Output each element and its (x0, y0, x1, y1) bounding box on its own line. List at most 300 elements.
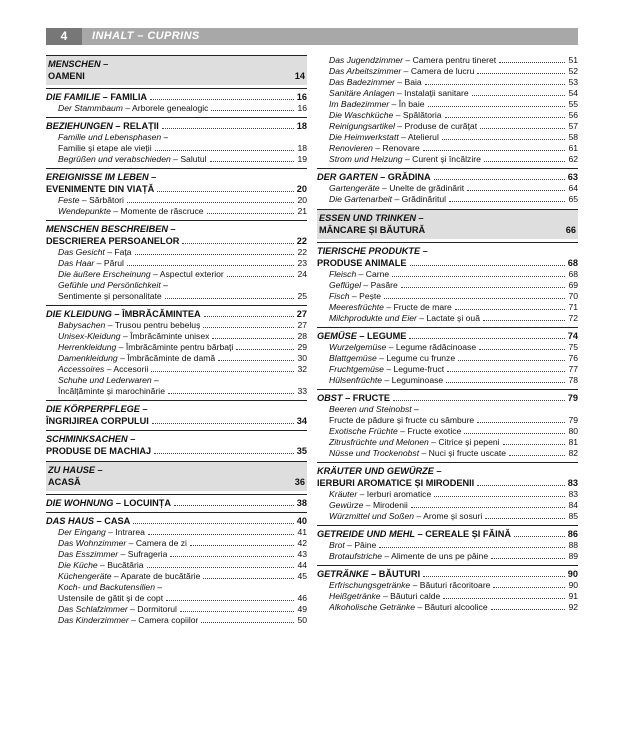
toc-entry[interactable] (46, 604, 307, 615)
entry-romanian: – Carne (356, 269, 390, 279)
toc-line-text (58, 386, 165, 397)
toc-entry[interactable] (317, 291, 578, 302)
toc-line (58, 386, 307, 397)
toc-line (58, 342, 307, 353)
section-title-german: BEZIEHUNGEN (46, 121, 113, 131)
toc-line (58, 320, 307, 331)
dot-leader (423, 150, 565, 151)
section-title-romanian: – GRĂDINA (377, 172, 431, 182)
dot-leader (210, 161, 294, 162)
toc-entry[interactable] (46, 353, 307, 364)
toc-line (58, 154, 307, 165)
entry-german: Die Gartenarbeit (329, 194, 393, 204)
page-ref: 58 (568, 132, 578, 142)
toc-entry[interactable] (317, 132, 578, 143)
toc-line-text (58, 560, 144, 571)
toc-entry[interactable] (46, 549, 307, 560)
toc-line-text (329, 580, 490, 591)
page-ref: 49 (297, 604, 307, 614)
entry-romanian: – Îmbrăcăminte pentru bărbați (116, 342, 234, 352)
section-title-german: EREIGNISSE IM LEBEN – (46, 172, 157, 182)
toc-entry[interactable] (317, 194, 578, 205)
dot-leader (162, 128, 294, 129)
toc-line-text (58, 103, 208, 114)
toc-line (329, 540, 578, 551)
toc-entry[interactable] (46, 154, 307, 165)
toc-line-text (46, 433, 135, 445)
entry-german: Nüsse und Trockenobst (329, 448, 420, 458)
entry-romanian: – Intrarea (105, 527, 145, 537)
entry-romanian: – Îmbrăcăminte de damă (117, 353, 216, 363)
entry-romanian: – Băuturi alcoolice (414, 602, 488, 612)
dot-leader (218, 360, 294, 361)
toc-entry[interactable] (46, 331, 307, 342)
toc-entry[interactable] (46, 615, 307, 626)
chapter-line-2 (48, 476, 305, 488)
toc-chapter-heading[interactable] (46, 55, 307, 85)
page-ref: 25 (297, 291, 307, 301)
entry-romanian: – Părul (94, 258, 124, 268)
entry-romanian: – Dormitorul (127, 604, 177, 614)
toc-entry[interactable] (46, 560, 307, 571)
entry-german: Feste (58, 195, 80, 205)
chapter-title-german: ZU HAUSE – (48, 465, 103, 475)
entry-romanian: – Produse de curățat (394, 121, 478, 131)
toc-line (329, 55, 578, 66)
toc-entry[interactable] (317, 375, 578, 386)
entry-german: Erfrischungsgetränke (329, 580, 411, 590)
toc-entry[interactable] (317, 551, 578, 562)
entry-german: Hülsenfrüchte (329, 375, 383, 385)
toc-section-heading[interactable] (46, 494, 307, 509)
toc-line (58, 582, 307, 593)
toc-entry[interactable] (317, 602, 578, 613)
chapter-title-german: MENSCHEN – (48, 59, 109, 69)
page-ref: 19 (297, 154, 307, 164)
page-ref: 29 (297, 342, 307, 352)
toc-entry[interactable] (317, 313, 578, 324)
dot-leader (155, 150, 294, 151)
toc-entry[interactable] (317, 500, 578, 511)
toc-entry[interactable] (317, 540, 578, 551)
toc-section-heading[interactable] (46, 117, 307, 132)
page-ref: 62 (568, 154, 578, 164)
toc-entry[interactable] (46, 364, 307, 375)
toc-line (58, 615, 307, 626)
section-title-romanian: – CEREALE ȘI FĂINĂ (415, 529, 511, 539)
entry-german: Fruchtgemüse (329, 364, 384, 374)
toc-section-heading[interactable] (46, 168, 307, 195)
toc-section-heading[interactable] (317, 327, 578, 342)
dot-leader (455, 309, 565, 310)
toc-line (317, 477, 578, 489)
section-title-romanian: – LEGUME (356, 331, 407, 341)
toc-entry[interactable] (317, 55, 578, 66)
entry-german: Alkoholische Getränke (329, 602, 415, 612)
dot-leader (133, 523, 294, 524)
toc-line (58, 364, 307, 375)
toc-entry[interactable] (317, 77, 578, 88)
toc-line (58, 604, 307, 615)
entry-german: Das Arbeitszimmer (329, 66, 402, 76)
toc-line (46, 433, 307, 445)
page-ref: 16 (297, 103, 307, 113)
entry-german: Brot (329, 540, 345, 550)
section-title-german: DIE KLEIDUNG (46, 309, 112, 319)
toc-line-text (46, 445, 151, 457)
toc-entry[interactable] (317, 110, 578, 121)
page-ref: 70 (568, 291, 578, 301)
page-ref: 90 (567, 569, 578, 579)
toc-line (317, 465, 578, 477)
toc-section-heading[interactable] (317, 565, 578, 580)
page-ref: 18 (296, 121, 307, 131)
toc-line (329, 426, 578, 437)
toc-line-text (58, 331, 209, 342)
page-number: 4 (46, 28, 82, 45)
dot-leader (442, 139, 565, 140)
entry-romanian: – Baia (394, 77, 422, 87)
toc-entry[interactable] (317, 404, 578, 426)
dot-leader (227, 276, 294, 277)
toc-line (46, 235, 307, 247)
toc-line-text (46, 415, 149, 427)
toc-line-text (58, 143, 152, 154)
section-title-german: DIE FAMILIE (46, 92, 101, 102)
toc-entry[interactable] (46, 375, 307, 397)
chapter-line-1 (48, 464, 305, 476)
dot-leader (190, 545, 294, 546)
toc-entry[interactable] (46, 103, 307, 114)
toc-entry[interactable] (46, 582, 307, 604)
toc-line-text (58, 342, 233, 353)
section-title-romanian: IERBURI AROMATICE ȘI MIRODENII (317, 478, 475, 488)
dot-leader (182, 243, 294, 244)
toc-entry[interactable] (317, 183, 578, 194)
section-title-romanian: PRODUSE ANIMALE (317, 258, 407, 268)
toc-entry[interactable] (317, 154, 578, 165)
entry-romanian: – Fructe exotice (397, 426, 462, 436)
page-ref: 68 (568, 269, 578, 279)
toc-entry[interactable] (46, 247, 307, 258)
toc-line-text (58, 538, 187, 549)
section-title-german: GETRÄNKE (317, 569, 369, 579)
entry-romanian: Sentimente și personalitate (58, 291, 162, 301)
toc-entry[interactable] (46, 206, 307, 217)
section-title-romanian: – RELAȚII (112, 121, 159, 131)
entry-german: Blattgemüse (329, 353, 377, 363)
dot-leader (491, 558, 565, 559)
entry-german: Geflügel (329, 280, 362, 290)
toc-section-heading[interactable] (317, 168, 578, 183)
entry-romanian: – Curent și încălzire (402, 154, 481, 164)
toc-line-text (46, 403, 148, 415)
toc-line-text (329, 280, 398, 291)
dot-leader (467, 190, 565, 191)
chapter-title-german: ESSEN UND TRINKEN – (319, 213, 424, 223)
entry-german: Im Badezimmer (329, 99, 390, 109)
toc-line (317, 528, 578, 540)
toc-line (329, 437, 578, 448)
entry-german: Das Jugendzimmer (329, 55, 404, 65)
page-ref: 30 (297, 353, 307, 363)
toc-line-text (317, 465, 442, 477)
toc-entry[interactable] (317, 121, 578, 132)
toc-line (58, 331, 307, 342)
page-ref: 45 (297, 571, 307, 581)
section-title-german: MENSCHEN BESCHREIBEN – (46, 224, 176, 234)
dot-leader (392, 276, 565, 277)
dot-leader (479, 349, 565, 350)
entry-german: Zitrusfrüchte und Melonen (329, 437, 429, 447)
toc-line-text (46, 515, 130, 527)
toc-entry[interactable] (317, 143, 578, 154)
page-ref: 74 (567, 331, 578, 341)
toc-line (317, 330, 578, 342)
toc-entry[interactable] (46, 538, 307, 549)
entry-romanian: – Pește (349, 291, 382, 301)
page-ref: 68 (567, 258, 578, 268)
toc-line-text (329, 591, 440, 602)
dot-leader (168, 393, 294, 394)
toc-entry[interactable] (46, 571, 307, 582)
entry-romanian: – Sărbători (79, 195, 124, 205)
toc-entry[interactable] (46, 195, 307, 206)
page-ref: 66 (565, 225, 576, 235)
entry-german: Brotaufstriche (329, 551, 383, 561)
entry-romanian: – Renovare (372, 143, 420, 153)
page-ref: 86 (567, 529, 578, 539)
toc-section-heading[interactable] (317, 242, 578, 269)
toc-line (46, 120, 307, 132)
page-ref: 40 (296, 516, 307, 526)
section-title-german: DER GARTEN (317, 172, 378, 182)
toc-entry[interactable] (317, 364, 578, 375)
entry-romanian: – Leguminoase (382, 375, 444, 385)
toc-line-text (58, 615, 198, 626)
dot-leader (477, 422, 565, 423)
page-ref: 22 (297, 247, 307, 257)
toc-line-text (46, 183, 154, 195)
toc-line-text (329, 194, 446, 205)
dot-leader (477, 485, 565, 486)
page-ref: 43 (297, 549, 307, 559)
toc-section-heading[interactable] (46, 88, 307, 103)
toc-entry[interactable] (317, 591, 578, 602)
toc-entry[interactable] (317, 99, 578, 110)
page-ref: 36 (294, 477, 305, 487)
toc-line (46, 308, 307, 320)
toc-entry[interactable] (317, 580, 578, 591)
page-ref: 89 (568, 551, 578, 561)
toc-section-heading[interactable] (46, 512, 307, 527)
dot-leader (203, 578, 294, 579)
dot-leader (434, 179, 565, 180)
toc-line (58, 560, 307, 571)
toc-entry[interactable] (317, 448, 578, 459)
page-ref: 72 (568, 313, 578, 323)
entry-romanian: Ustensile de gătit și de copt (58, 593, 164, 603)
dot-leader (135, 254, 294, 255)
dot-leader (464, 433, 565, 434)
toc-line-text (329, 143, 420, 154)
toc-section-heading[interactable] (46, 400, 307, 427)
dot-leader (201, 622, 294, 623)
dot-leader (493, 587, 565, 588)
toc-entry[interactable] (317, 353, 578, 364)
toc-line (58, 103, 307, 114)
toc-section-heading[interactable] (46, 305, 307, 320)
entry-german: Kräuter (329, 489, 358, 499)
dot-leader (409, 338, 565, 339)
entry-romanian: – Atelierul (398, 132, 439, 142)
toc-line (329, 154, 578, 165)
page-ref: 20 (297, 195, 307, 205)
dot-leader (401, 287, 565, 288)
dot-leader (393, 400, 565, 401)
toc-chapter-heading[interactable] (46, 461, 307, 491)
toc-line-text (329, 66, 474, 77)
toc-line (329, 375, 578, 386)
page-ref: 76 (568, 353, 578, 363)
toc-line (58, 353, 307, 364)
toc-line-text (317, 245, 428, 257)
entry-romanian: – Salutul (170, 154, 207, 164)
entry-german: Accessoires (58, 364, 105, 374)
entry-german: Wendepunkte (58, 206, 111, 216)
toc-line-text (317, 171, 431, 183)
entry-german: Würzmittel und Soßen (329, 511, 415, 521)
dot-leader (211, 110, 294, 111)
toc-line (58, 195, 307, 206)
toc-entry[interactable] (46, 342, 307, 353)
toc-line-text (329, 602, 488, 613)
section-title-romanian: – ÎMBRĂCĂMINTEA (111, 309, 201, 319)
page-ref: 38 (296, 498, 307, 508)
toc-section-heading[interactable] (317, 525, 578, 540)
toc-entry[interactable] (46, 320, 307, 331)
page-ref: 14 (294, 71, 305, 81)
toc-entry[interactable] (317, 342, 578, 353)
toc-line-text (329, 426, 461, 437)
chapter-title-romanian: MÂNCARE ȘI BĂUTURĂ (319, 225, 426, 235)
entry-german: Das Badezimmer (329, 77, 395, 87)
dot-leader (503, 444, 565, 445)
page-ref: 84 (568, 500, 578, 510)
page-ref: 63 (567, 172, 578, 182)
toc-line-text (329, 77, 422, 88)
toc-line (58, 538, 307, 549)
toc-line-text (58, 549, 167, 560)
entry-german: Das Wohnzimmer (58, 538, 127, 548)
section-title-romanian: – BĂUTURI (368, 569, 421, 579)
page-ref: 24 (297, 269, 307, 279)
dot-leader (446, 382, 565, 383)
toc-entry[interactable] (317, 88, 578, 99)
page-ref: 56 (568, 110, 578, 120)
toc-line (329, 313, 578, 324)
toc-section-heading[interactable] (317, 462, 578, 489)
entry-german: Schuhe und Lederwaren – (58, 375, 159, 385)
dot-leader (127, 202, 294, 203)
dot-leader (445, 117, 565, 118)
toc-line (329, 88, 578, 99)
page-ref: 85 (568, 511, 578, 521)
page-ref: 18 (297, 143, 307, 153)
entry-romanian: – Mirodenii (363, 500, 408, 510)
toc-line (329, 364, 578, 375)
toc-entry[interactable] (46, 269, 307, 280)
toc-line (329, 591, 578, 602)
page-ref: 28 (297, 331, 307, 341)
toc-section-heading[interactable] (46, 220, 307, 247)
toc-line (329, 404, 578, 415)
toc-entry[interactable] (46, 280, 307, 302)
toc-line (58, 291, 307, 302)
toc-line-text (329, 353, 455, 364)
toc-line (329, 291, 578, 302)
entry-romanian: – Momente de răscruce (110, 206, 204, 216)
toc-line-text (329, 55, 496, 66)
toc-line (46, 415, 307, 427)
toc-entry[interactable] (46, 258, 307, 269)
toc-line-text (317, 392, 390, 404)
toc-entry[interactable] (317, 426, 578, 437)
toc-section-heading[interactable] (46, 430, 307, 457)
dot-leader (148, 534, 294, 535)
entry-romanian: – Camera de lucru (401, 66, 475, 76)
entry-romanian: – Fața (104, 247, 132, 257)
page-ref: 46 (297, 593, 307, 603)
dot-leader (434, 496, 565, 497)
toc-entry[interactable] (317, 437, 578, 448)
entry-romanian: – Băuturi răcoritoare (410, 580, 491, 590)
dot-leader (152, 423, 294, 424)
toc-line-text (46, 308, 201, 320)
toc-entry[interactable] (317, 511, 578, 522)
toc-entry[interactable] (46, 527, 307, 538)
toc-line (329, 269, 578, 280)
toc-entry[interactable] (317, 302, 578, 313)
toc-entry[interactable] (317, 489, 578, 500)
dot-leader (447, 371, 565, 372)
entry-romanian: – Pasăre (361, 280, 398, 290)
toc-line-text (46, 120, 159, 132)
section-title-german: GETREIDE UND MEHL (317, 529, 416, 539)
entry-romanian: – Alimente de uns pe pâine (382, 551, 489, 561)
toc-entry[interactable] (317, 280, 578, 291)
dot-leader (151, 371, 294, 372)
toc-line (329, 66, 578, 77)
toc-line-text (58, 258, 124, 269)
toc-chapter-heading[interactable] (317, 209, 578, 239)
toc-section-heading[interactable] (317, 389, 578, 404)
entry-romanian: – Aspectul exterior (150, 269, 224, 279)
page-ref: 57 (568, 121, 578, 131)
toc-entry[interactable] (317, 269, 578, 280)
entry-german: Die Heimwerkstatt (329, 132, 399, 142)
toc-entry[interactable] (317, 66, 578, 77)
entry-romanian: – Spălătoria (393, 110, 442, 120)
entry-german: Gefühle und Persönlichkeit – (58, 280, 168, 290)
entry-german: Meeresfrüchte (329, 302, 384, 312)
entry-romanian: – Instalații sanitare (394, 88, 469, 98)
dot-leader (483, 320, 565, 321)
toc-entry[interactable] (46, 132, 307, 154)
toc-line (46, 183, 307, 195)
toc-line-text (58, 571, 200, 582)
toc-line-text (58, 291, 162, 302)
